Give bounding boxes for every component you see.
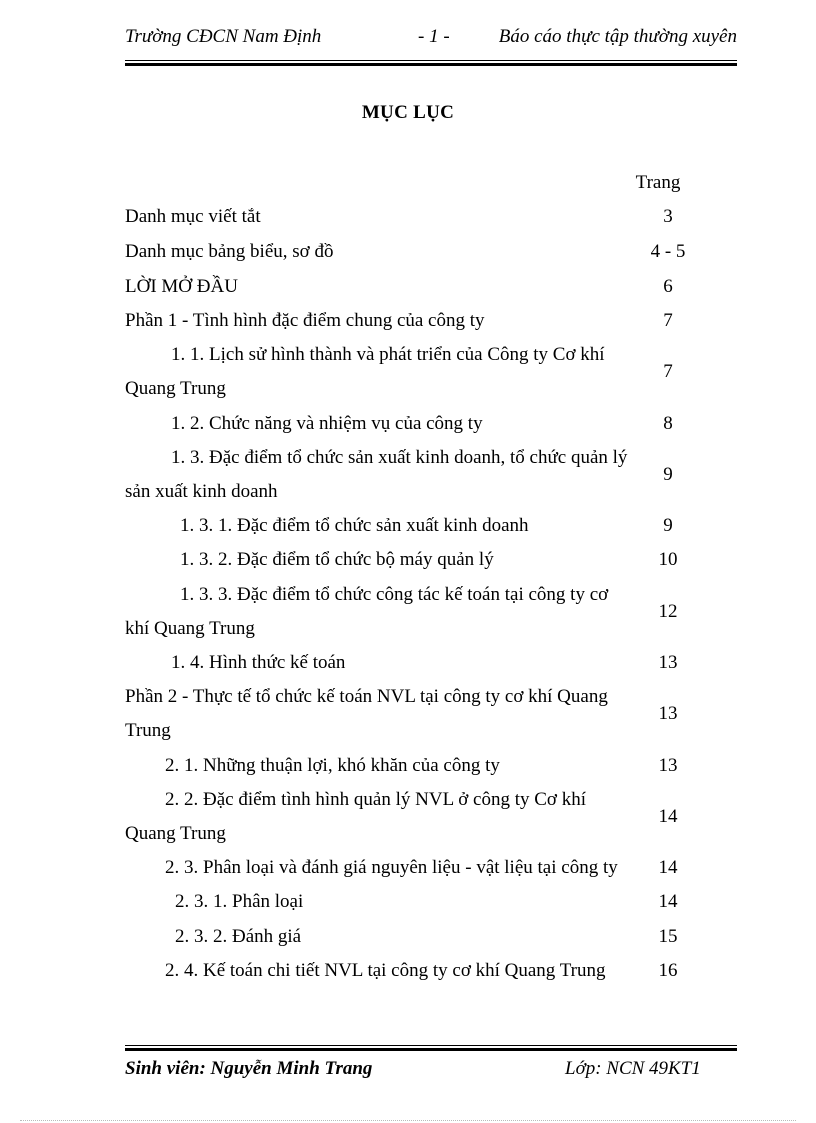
toc-entry-title: 1. 3. 1. Đặc điểm tổ chức sản xuất kinh doanh (180, 515, 529, 536)
header-rule (125, 60, 737, 66)
toc-entry-title: 2. 3. 1. Phân loại (175, 891, 304, 912)
toc-entry-title: 2. 2. Đặc điểm tình hình quản lý NVL ở công ty Cơ khí (165, 789, 586, 810)
toc-entry-title: Phần 2 - Thực tế tổ chức kế toán NVL tại công ty cơ khí Quang (125, 686, 608, 707)
toc-entry-title: LỜI MỞ ĐẦU (125, 276, 238, 297)
toc-entry-page: 9 (663, 515, 673, 536)
toc-entry-page: 8 (663, 413, 673, 434)
toc-entry-title-continued: Quang Trung (125, 378, 226, 399)
toc-entry-page: 3 (663, 206, 673, 227)
toc-entry-title: 2. 4. Kế toán chi tiết NVL tại công ty cơ khí Quang Trung (165, 960, 606, 981)
toc-entry-page: 16 (658, 960, 678, 981)
toc-entry-title: 1. 2. Chức năng và nhiệm vụ của công ty (171, 413, 483, 434)
header-page-number: - 1 - (418, 26, 450, 47)
toc-entry-page: 14 (658, 857, 678, 878)
toc-entry-page: 6 (663, 276, 673, 297)
toc-entry-page: 12 (658, 601, 678, 622)
toc-entry-page: 14 (658, 806, 678, 827)
footer-class: Lớp: NCN 49KT1 (565, 1058, 701, 1079)
toc-entry-title: Danh mục viết tắt (125, 206, 261, 227)
toc-entry-title-continued: khí Quang Trung (125, 618, 255, 639)
toc-entry-title-continued: Trung (125, 720, 171, 741)
toc-entry-title: 1. 4. Hình thức kế toán (171, 652, 346, 673)
toc-entry-title: 2. 3. 2. Đánh giá (175, 926, 302, 947)
toc-entry-title: 1. 1. Lịch sử hình thành và phát triển của Công ty Cơ khí (171, 344, 605, 365)
page-column-heading: Trang (635, 172, 681, 193)
toc-entry-title-continued: Quang Trung (125, 823, 226, 844)
toc-entry-page: 9 (663, 464, 673, 485)
toc-entry-title: 2. 1. Những thuận lợi, khó khăn của công ty (165, 755, 500, 776)
toc-entry-page: 4 - 5 (650, 241, 686, 262)
toc-entry-page: 13 (658, 755, 678, 776)
toc-entry-page: 13 (658, 652, 678, 673)
toc-entry-title: 1. 3. Đặc điểm tổ chức sản xuất kinh doanh, tổ chức quản lý (171, 447, 628, 468)
toc-entry-page: 10 (658, 549, 678, 570)
header-report-title: Báo cáo thực tập thường xuyên (498, 26, 737, 47)
toc-entry-title-continued: sản xuất kinh doanh (125, 481, 278, 502)
toc-entry-title: 2. 3. Phân loại và đánh giá nguyên liệu - vật liệu tại công ty (165, 857, 618, 878)
toc-entry-page: 13 (658, 703, 678, 724)
toc-entry-page: 7 (663, 361, 673, 382)
header-school: Trường CĐCN Nam Định (125, 26, 322, 47)
toc-entry-page: 15 (658, 926, 678, 947)
toc-entry-title: Phần 1 - Tình hình đặc điểm chung của công ty (125, 310, 485, 331)
toc-entry-page: 7 (663, 310, 673, 331)
toc-entry-title: Danh mục bảng biểu, sơ đồ (125, 241, 334, 262)
footer-rule (125, 1045, 737, 1051)
page-edge-divider (20, 1120, 796, 1121)
toc-entry-page: 14 (658, 891, 678, 912)
toc-entry-title: 1. 3. 2. Đặc điểm tổ chức bộ máy quản lý (180, 549, 494, 570)
page-header (125, 24, 737, 54)
page-footer (125, 1056, 737, 1086)
footer-student: Sinh viên: Nguyễn Minh Trang (125, 1058, 373, 1079)
page-title: MỤC LỤC (361, 102, 455, 123)
toc-entry-title: 1. 3. 3. Đặc điểm tổ chức công tác kế toán tại công ty cơ (180, 584, 609, 605)
